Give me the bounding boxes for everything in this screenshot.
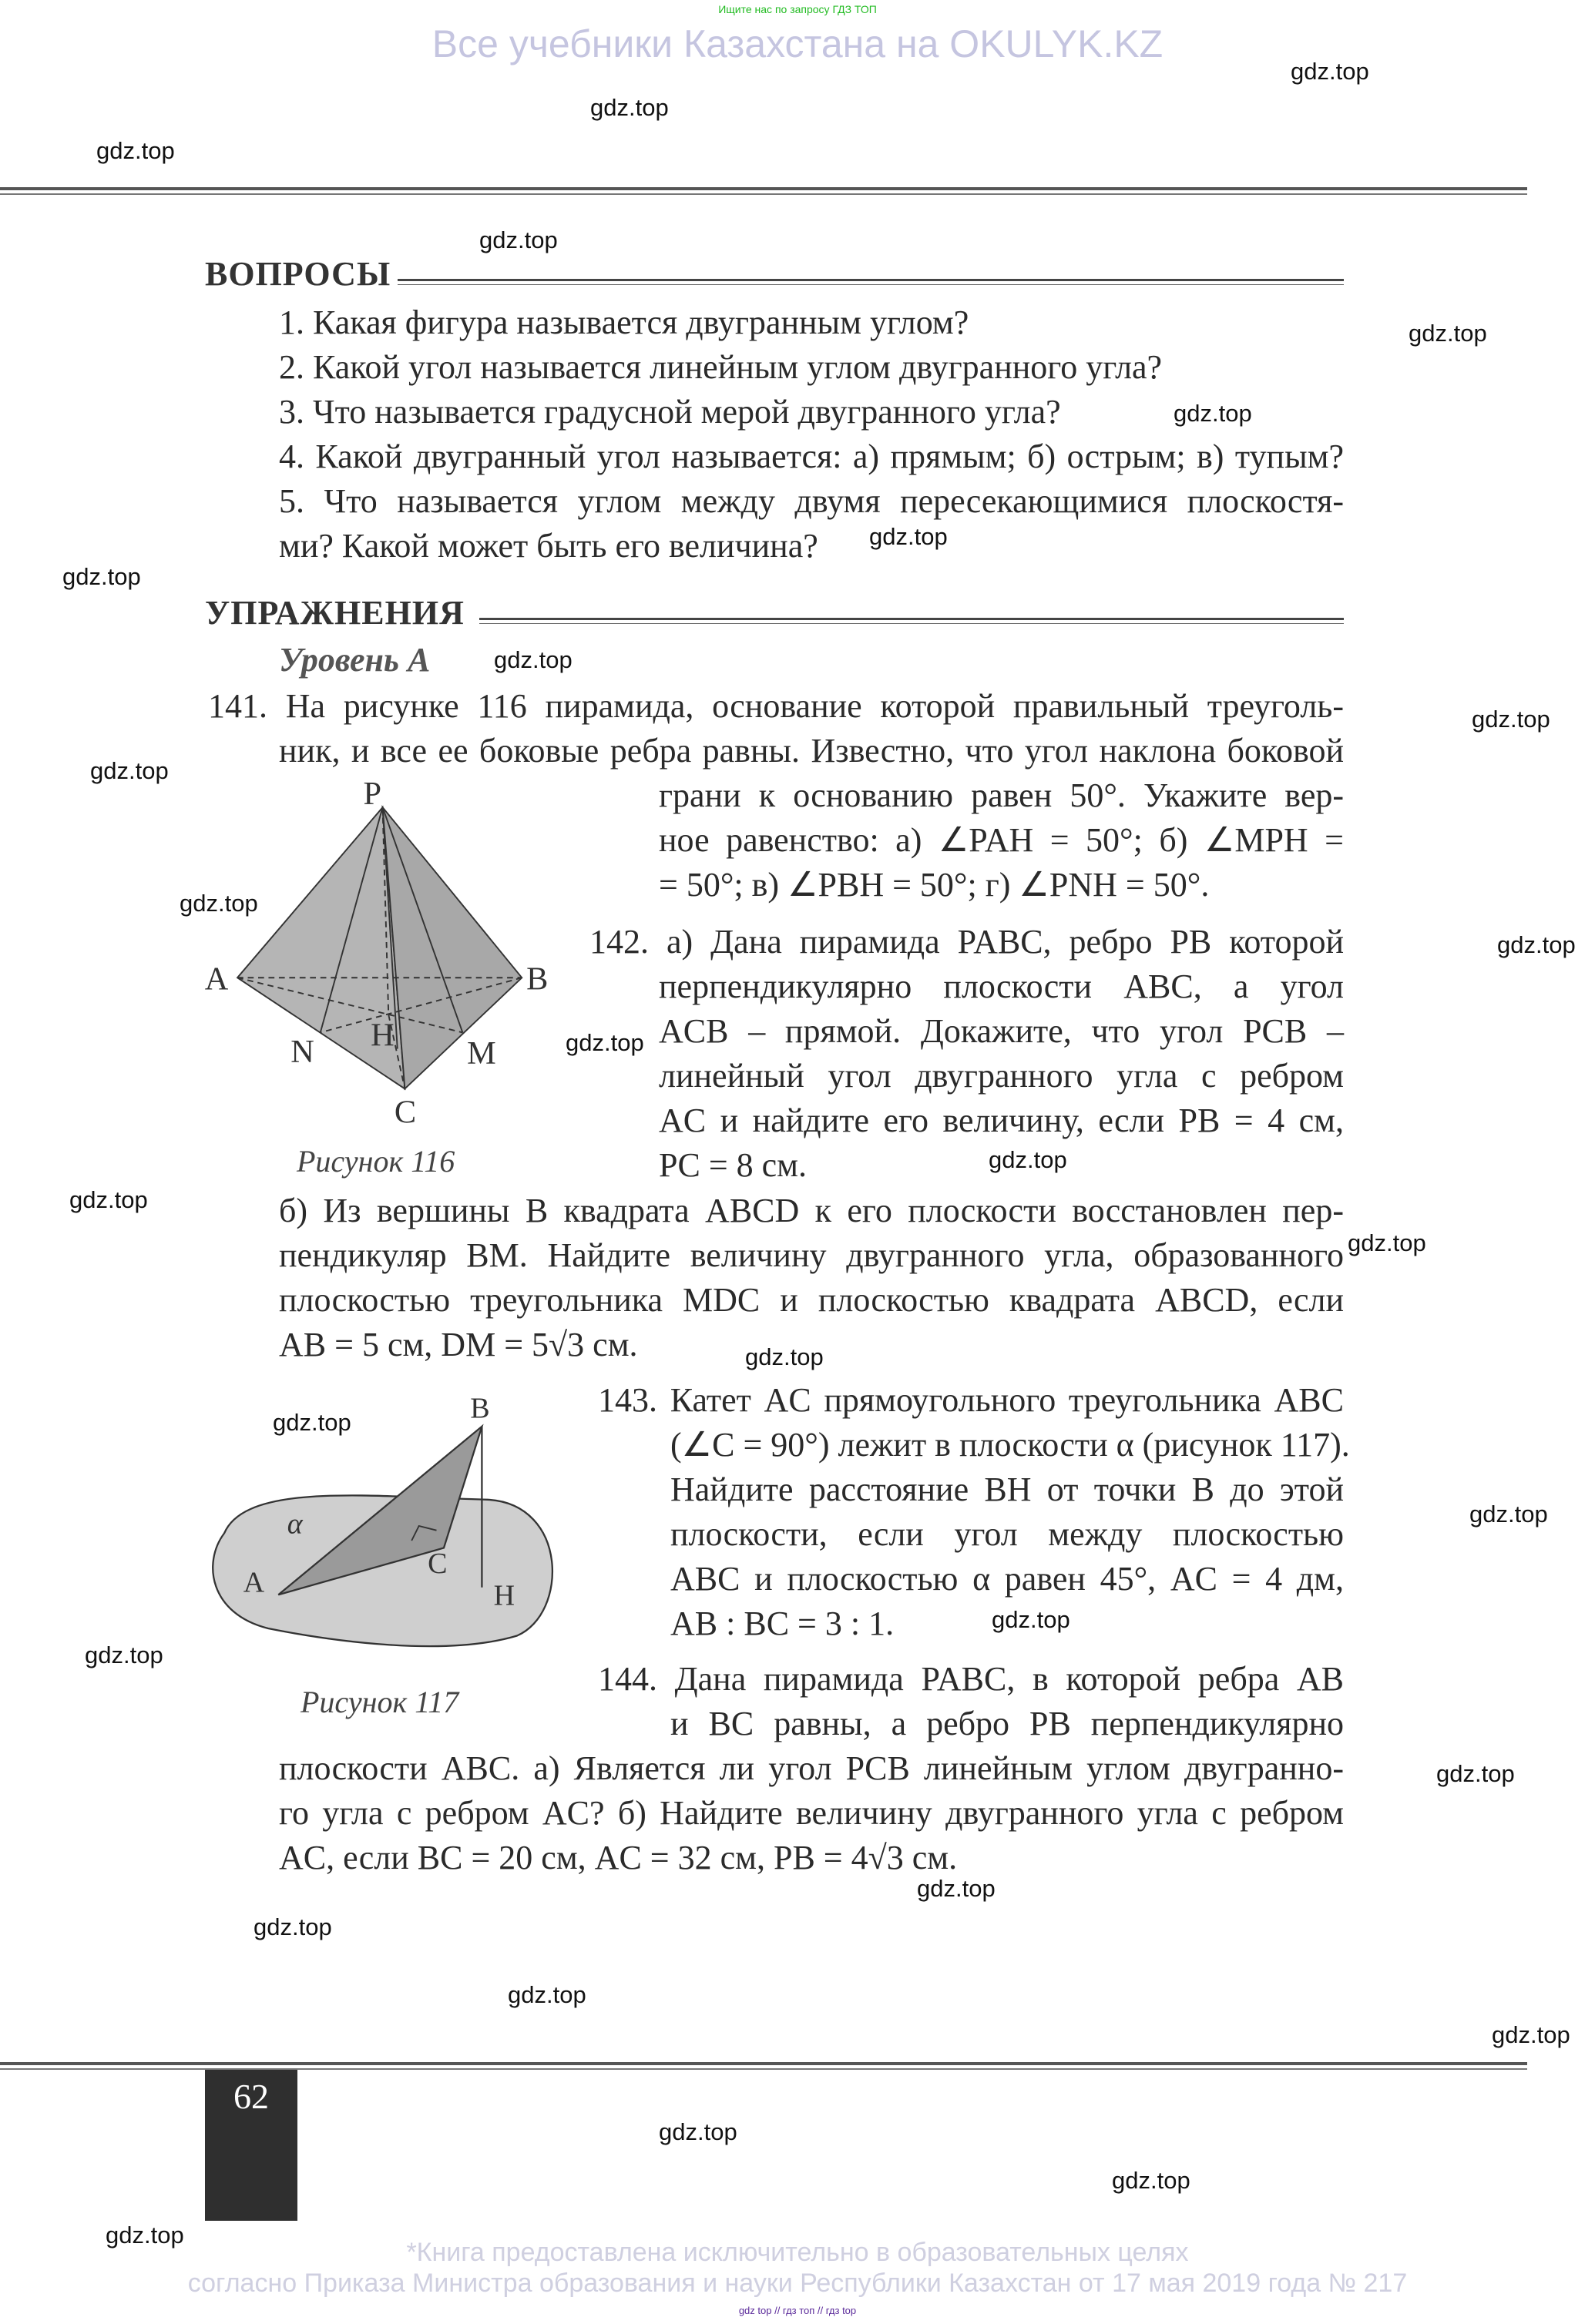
watermark: gdz.top: [479, 226, 558, 253]
footer-notice-2: согласно Приказа Министра образования и науки Республики Казахстан от 17 мая 2019 года № 217: [187, 2269, 1408, 2298]
exercise-line: 143. Катет AC прямоугольного треугольника ABC: [598, 1381, 1344, 1419]
exercise-line: 142. а) Дана пирамида PABC, ребро PB которой: [589, 923, 1344, 961]
search-hint: Ищите нас по запросу ГДЗ ТОП: [718, 3, 877, 15]
label-h: H: [493, 1579, 515, 1612]
watermark: gdz.top: [494, 646, 573, 673]
page-number-box: [205, 2070, 297, 2221]
label-b: B: [526, 961, 549, 998]
label-alpha: α: [287, 1507, 303, 1541]
exercise-line: линейный угол двугранного угла с ребром: [659, 1057, 1344, 1095]
page-number: 62: [233, 2077, 269, 2116]
watermark: gdz.top: [1472, 706, 1550, 733]
exercise-line: плоскости, если угол между плоскостью: [670, 1515, 1344, 1553]
exercise-line: ACB – прямой. Докажите, что угол PCB –: [659, 1012, 1344, 1050]
watermark: gdz.top: [566, 1029, 644, 1056]
watermark: gdz.top: [1174, 400, 1252, 427]
watermark: gdz.top: [745, 1343, 824, 1370]
exercise-line: = 50°; в) ∠PBH = 50°; г) ∠PNH = 50°.: [659, 866, 1210, 904]
watermark: gdz.top: [1348, 1229, 1426, 1256]
label-n: N: [290, 1033, 314, 1070]
footer-links[interactable]: gdz top // гдз топ // гдз top: [738, 2305, 857, 2316]
label-p: P: [363, 776, 382, 813]
exercise-line: пендикуляр BM. Найдите величину двугранного угла, образованного: [279, 1236, 1344, 1274]
label-a: A: [243, 1566, 265, 1599]
level-heading: Уровень А: [279, 641, 431, 679]
question-item: 5. Что называется углом между двумя пересекающимися плоскостя-: [279, 482, 1344, 520]
exercise-line: (∠C = 90°) лежит в плоскости α (рисунок 117).: [670, 1426, 1350, 1464]
exercise-line: ное равенство: а) ∠PAH = 50°; б) ∠MPH =: [659, 821, 1344, 859]
exercise-line: 141. На рисунке 116 пирамида, основание которой правильный треуголь-: [208, 687, 1344, 725]
exercise-line: AB : BC = 3 : 1.: [670, 1605, 895, 1642]
exercise-line: перпендикулярно плоскости ABC, а угол: [659, 967, 1344, 1005]
exercise-line: и BC равны, а ребро PB перпендикулярно: [670, 1705, 1344, 1742]
label-h: H: [371, 1017, 395, 1054]
watermark: gdz.top: [1112, 2167, 1190, 2194]
exercise-line: го угла с ребром AC? б) Найдите величину двугранного угла с ребром: [279, 1794, 1344, 1832]
watermark: gdz.top: [85, 1642, 163, 1668]
watermark: gdz.top: [180, 890, 258, 917]
face-pbc: [383, 807, 522, 1088]
watermark: gdz.top: [1436, 1760, 1515, 1787]
watermark: gdz.top: [869, 523, 948, 550]
exercise-line: ABC и плоскостью α равен 45°, AC = 4 дм,: [670, 1560, 1344, 1598]
footer-notice-1: *Книга предоставлена исключительно в образовательных целях: [406, 2238, 1189, 2267]
footer-rule: [0, 2062, 1527, 2070]
exercise-line: б) Из вершины B квадрата ABCD к его плоскости восстановлен пер-: [279, 1192, 1344, 1229]
exercise-line: AB = 5 см, DM = 5√3 см.: [279, 1326, 638, 1363]
watermark: gdz.top: [508, 1981, 586, 2008]
exercise-line: 144. Дана пирамида PABC, в которой ребра AB: [598, 1660, 1344, 1698]
exercise-line: ник, и все ее боковые ребра равны. Известно, что угол наклона боковой: [279, 732, 1344, 770]
figure-116-caption: Рисунок 116: [297, 1144, 455, 1179]
label-c: C: [394, 1094, 417, 1131]
watermark: gdz.top: [1469, 1501, 1548, 1528]
label-m: M: [467, 1035, 496, 1071]
watermark: gdz.top: [254, 1913, 332, 1940]
questions-heading: ВОПРОСЫ: [205, 255, 391, 293]
watermark: gdz.top: [106, 2222, 184, 2249]
watermark: gdz.top: [273, 1409, 351, 1436]
watermark: gdz.top: [992, 1606, 1070, 1633]
exercise-line: плоскостью треугольника MDC и плоскостью квадрата ABCD, если: [279, 1281, 1344, 1319]
watermark: gdz.top: [590, 94, 669, 121]
exercise-line: плоскости ABC. а) Является ли угол PCB линейным углом двугранно-: [279, 1749, 1344, 1787]
watermark: gdz.top: [917, 1875, 996, 1902]
watermark: gdz.top: [1291, 58, 1369, 85]
question-item: 3. Что называется градусной мерой двугранного угла?: [279, 393, 1061, 431]
site-banner-title[interactable]: Все учебники Казахстана на OKULYK.KZ: [431, 22, 1164, 65]
question-item: 4. Какой двугранный угол называется: а) прямым; б) острым; в) тупым?: [279, 438, 1344, 475]
label-c: C: [428, 1547, 448, 1580]
questions-heading-rule: [398, 279, 1344, 285]
watermark: gdz.top: [62, 563, 141, 590]
label-b: B: [470, 1394, 490, 1425]
exercise-line: Найдите расстояние BH от точки B до этой: [670, 1471, 1344, 1508]
watermark: gdz.top: [96, 137, 175, 164]
figure-117-caption: Рисунок 117: [301, 1685, 459, 1719]
watermark: gdz.top: [659, 2118, 737, 2145]
question-item: 1. Какая фигура называется двугранным углом?: [279, 303, 969, 341]
figure-116-pyramid: [193, 770, 593, 1155]
figure-117-plane: [200, 1394, 570, 1687]
watermark: gdz.top: [1497, 931, 1576, 958]
watermark: gdz.top: [1409, 320, 1487, 347]
watermark: gdz.top: [69, 1186, 148, 1213]
watermark: gdz.top: [989, 1146, 1067, 1173]
exercise-line: грани к основанию равен 50°. Укажите вер-: [659, 776, 1344, 814]
exercise-line: PC = 8 см.: [659, 1146, 808, 1184]
watermark: gdz.top: [90, 757, 169, 784]
label-a: A: [204, 961, 229, 998]
exercises-heading-rule: [479, 618, 1344, 624]
question-item: 2. Какой угол называется линейным углом двугранного угла?: [279, 348, 1163, 386]
question-item: ми? Какой может быть его величина?: [279, 527, 818, 565]
watermark: gdz.top: [1492, 2021, 1570, 2048]
header-rule: [0, 187, 1527, 195]
exercises-heading: УПРАЖНЕНИЯ: [205, 594, 465, 632]
exercise-line: AC и найдите его величину, если PB = 4 см,: [659, 1102, 1344, 1139]
exercise-line: AC, если BC = 20 см, AC = 32 см, PB = 4√3 см.: [279, 1839, 958, 1876]
